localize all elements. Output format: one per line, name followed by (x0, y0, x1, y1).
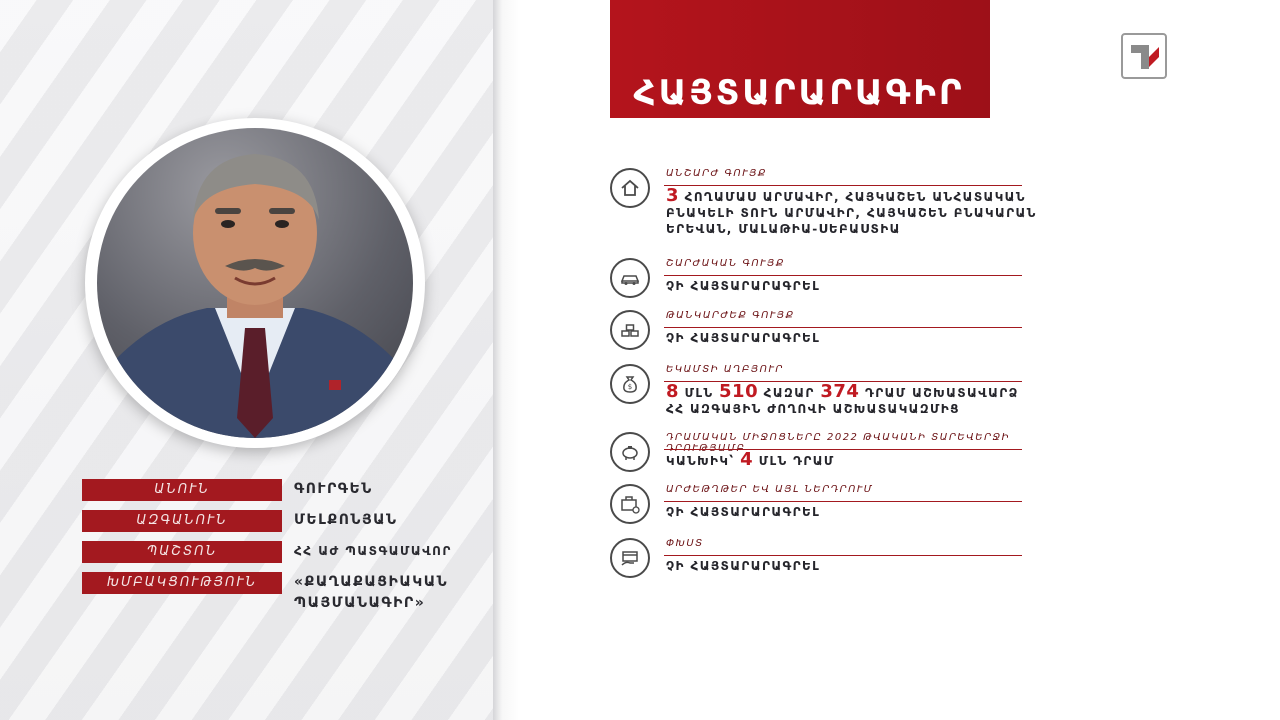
highlight-number: 8 (666, 381, 680, 402)
item-text: ՀԱԶԱՐ (758, 386, 821, 400)
item-text: ԿԱՆԽԻԿ՝ (666, 454, 741, 468)
gold-bars-icon (610, 310, 650, 350)
item-value: ՉԻ ՀԱՅՏԱՐԱՐԱԳՐԵԼ (666, 559, 821, 573)
highlight-number: 3 (666, 185, 680, 206)
highlight-number: 4 (740, 449, 754, 470)
item-category: ԴՐԱՄԱԿԱՆ ՄԻՋՈՑՆԵՐԸ 2022 ԹՎԱԿԱՆԻ ՏԱՐԵՎԵՐՋԻ (666, 432, 1011, 443)
item-text: ՀՈՂԱՄԱՍ ԱՐՄԱՎԻՐ, ՀԱՅԿԱՇԵՆ ԱՆՀԱՏԱԿԱՆ ԲՆԱԿԵԼԻ ՏՈՒՆ ԱՐՄԱՎԻՐ, ՀԱՅԿԱՇԵՆ ԲՆԱԿԱՐԱՆ ԵՐԵՎԱՆ, ՄԱԼԱԹԻԱ-ՍԵԲԱՍՏԻԱ (666, 190, 1037, 236)
item-value: ՉԻ ՀԱՅՏԱՐԱՐԱԳՐԵԼ (666, 279, 821, 293)
svg-text:$: $ (627, 383, 633, 391)
profile-label: ԱԶԳԱՆՈՒՆ (82, 510, 282, 532)
divider (664, 555, 1022, 556)
page-title: ՀԱՅՏԱՐԱՐԱԳԻՐ (633, 73, 965, 113)
profile-value: ՄԵԼՔՈՆՅԱՆ (294, 512, 398, 528)
portrait-photo (97, 128, 413, 438)
profile-value: ՀՀ ԱԺ ՊԱՏԳԱՄԱՎՈՐ (294, 544, 452, 558)
item-value: ՉԻ ՀԱՅՏԱՐԱՐԱԳՐԵԼ (666, 505, 821, 519)
divider (664, 185, 1022, 186)
money-bag-icon (610, 364, 650, 404)
item-category: ԵԿԱՄՏԻ ԱՂԲՅՈՒՐ (666, 364, 784, 375)
item-category: ԱՆՇԱՐԺ ԳՈՒՅՔ (666, 168, 767, 179)
divider (664, 275, 1022, 276)
channel-logo (1121, 33, 1167, 79)
briefcase-icon (610, 484, 650, 524)
item-text: ՄԼՆ (679, 386, 720, 400)
item-value (666, 381, 1066, 417)
divider (664, 501, 1022, 502)
item-category: ԱՐԺԵԹՂԹԵՐ ԵՎ ԱՅԼ ՆԵՐԴՐՈՒՄ (666, 484, 874, 495)
house-icon (610, 168, 650, 208)
item-text: ՄԼՆ ԴՐԱՄ (753, 454, 835, 468)
profile-label: ՊԱՇՏՈՆ (82, 541, 282, 563)
item-text: ՀՀ ԱԶԳԱՅԻՆ ԺՈՂՈՎԻ ԱՇԽԱՏԱԿԱԶՄԻՑ (666, 402, 960, 416)
divider (664, 449, 1022, 450)
profile-value: «ՔԱՂԱՔԱՑԻԱԿԱՆ ՊԱՅՄԱՆԱԳԻՐ» (294, 574, 449, 611)
item-category: ՓԽՍՏ (666, 538, 704, 549)
highlight-number: 374 (820, 381, 860, 402)
item-text: ԴՐԱՄ ԱՇԽԱՏԱՎԱՐՁ (859, 386, 1019, 400)
item-category: ԹԱՆԿԱՐԺԵՔ ԳՈՒՅՔ (666, 310, 795, 321)
profile-label: ԱՆՈՒՆ (82, 479, 282, 501)
highlight-number: 510 (719, 381, 759, 402)
profile-label: ԽՄԲԱԿՑՈՒԹՅՈՒՆ (82, 572, 282, 594)
profile-value: ԳՈՒՐԳԵՆ (294, 481, 373, 497)
divider (664, 327, 1022, 328)
item-value: ՉԻ ՀԱՅՏԱՐԱՐԱԳՐԵԼ (666, 331, 821, 345)
item-value (666, 185, 1066, 237)
car-icon (610, 258, 650, 298)
item-category: ՇԱՐԺԱԿԱՆ ԳՈՒՅՔ (666, 258, 785, 269)
item-value (666, 449, 1066, 470)
page-fold (493, 0, 519, 720)
channel-logo-icon (1123, 35, 1165, 77)
piggy-bank-icon (610, 432, 650, 472)
card-icon (610, 538, 650, 578)
